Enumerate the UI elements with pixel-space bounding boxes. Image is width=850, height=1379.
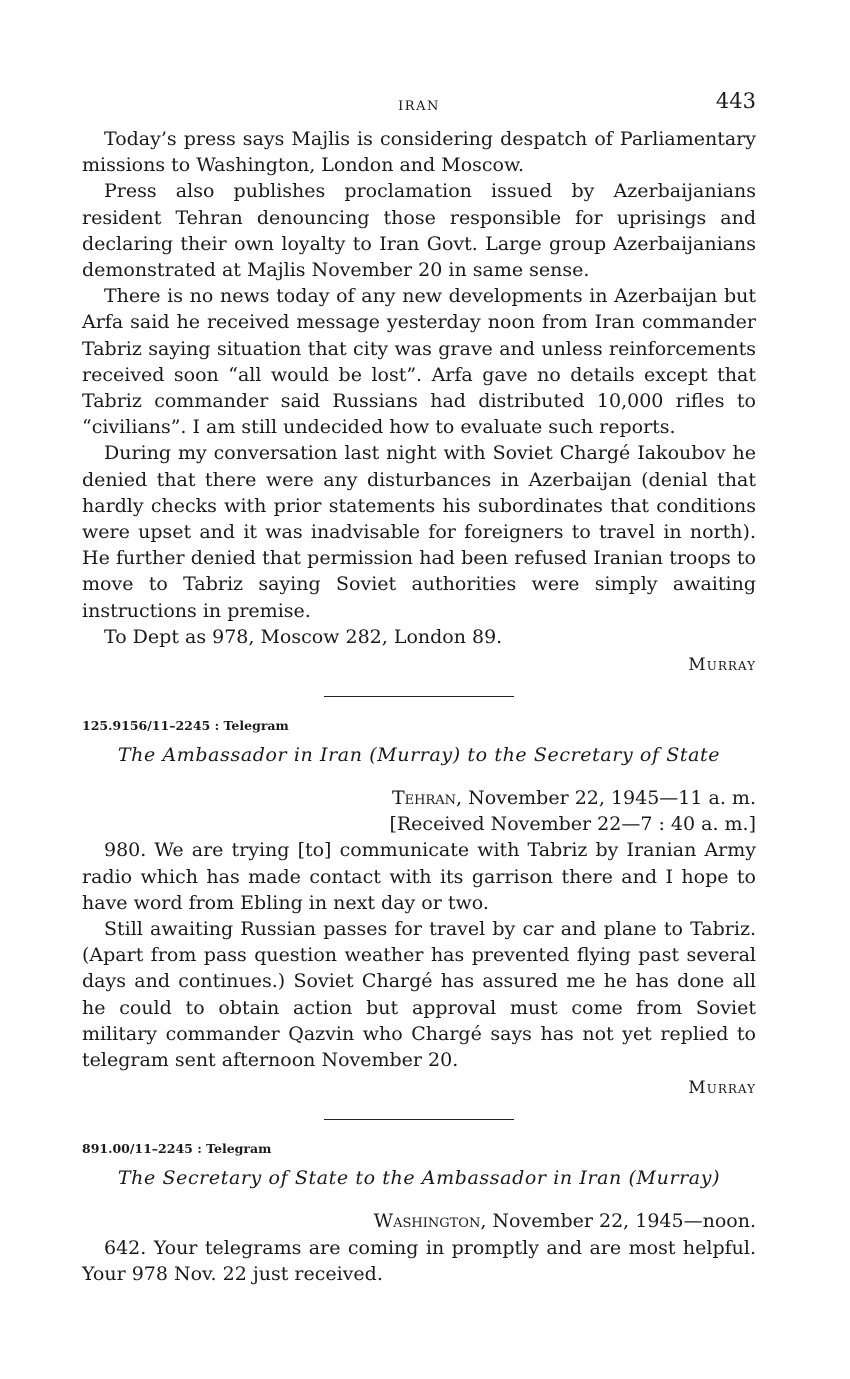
paragraph: Still awaiting Russian passes for travel by car and plane to Tabriz. (Apart from pass question weather has prevented flying past several days and continues.) Soviet Chargé has assured me he has done all he could to obtain action but approval must come from Soviet military commander Qazvin who Chargé says has not yet replied to telegram sent afternoon November 20. (82, 918, 756, 1072)
paragraph: During my conversation last night with Soviet Chargé Iakoubov he denied that there were any disturbances in Azerbaijan (denial that hardly checks with prior statements his subordinates that conditions were upset and it was inadvisable for foreigners to travel in north). He further denied that permission had been refused Iranian troops to move to Tabriz saying Soviet authorities were simply awaiting instructions in premise. (82, 442, 756, 622)
running-head (82, 88, 756, 118)
section-telegram-642 (82, 1140, 756, 1287)
dateline-date: , November 22, 1945—noon. (480, 1210, 756, 1233)
section-telegram-980 (82, 717, 756, 1101)
heading-part: The Secretary of State to the Ambassador in Iran ( (117, 1167, 637, 1190)
heading-part: ) to the Secretary of State (452, 744, 721, 767)
paragraph: Today’s press says Majlis is considering despatch of Parliamentary missions to Washington, London and Moscow. (82, 128, 756, 177)
paragraph: Press also publishes proclamation issued by Azerbaijanians resident Tehran denouncing those responsible for uprisings and declaring their own loyalty to Iran Govt. Large group Azerbaijanians demonstrated at Majlis November 20 in same sense. (82, 180, 756, 282)
document-page (82, 88, 756, 1287)
page-number: 443 (715, 89, 756, 113)
heading-part: The Ambassador in Iran ( (117, 744, 378, 767)
dateline (82, 785, 756, 811)
telegram-heading (82, 741, 756, 769)
dateline-date: , November 22, 1945—11 a. m. (456, 787, 756, 810)
paragraph: There is no news today of any new developments in Azerbaijan but Arfa said he received message yesterday noon from Iran commander Tabriz saying situation that city was grave and unless reinforcements received soon “all would be lost”. Arfa gave no details except that Tabriz commander said Russians had distributed 10,000 rifles to “civilians”. I am still undecided how to evaluate such reports. (82, 285, 756, 439)
heading-name: Murray (377, 744, 453, 767)
section-telegram-continued (82, 126, 756, 678)
section-divider (324, 696, 514, 697)
signature: Murray (688, 655, 756, 676)
file-reference: 891.00/11–2245 : Telegram (82, 1141, 272, 1157)
section-divider (324, 1119, 514, 1120)
received-line: [Received November 22—7 : 40 a. m.] (389, 813, 756, 836)
dateline-place: Tehran (391, 787, 457, 810)
paragraph: 642. Your telegrams are coming in promptly and are most helpful. Your 978 Nov. 22 just received. (82, 1236, 756, 1285)
paragraph: To Dept as 978, Moscow 282, London 89. (104, 625, 503, 648)
dateline-place: Washington (373, 1210, 481, 1233)
paragraph: 980. We are trying [to] communicate with Tabriz by Iranian Army radio which has made contact with its garrison there and I hope to have word from Ebling in next day or two. (82, 839, 756, 914)
signature: Murray (688, 1078, 756, 1099)
running-title: IRAN (398, 99, 440, 114)
dateline (82, 1208, 756, 1234)
telegram-heading (82, 1164, 756, 1192)
file-reference: 125.9156/11–2245 : Telegram (82, 718, 289, 734)
heading-part: ) (712, 1167, 721, 1190)
heading-name: Murray (636, 1167, 713, 1190)
